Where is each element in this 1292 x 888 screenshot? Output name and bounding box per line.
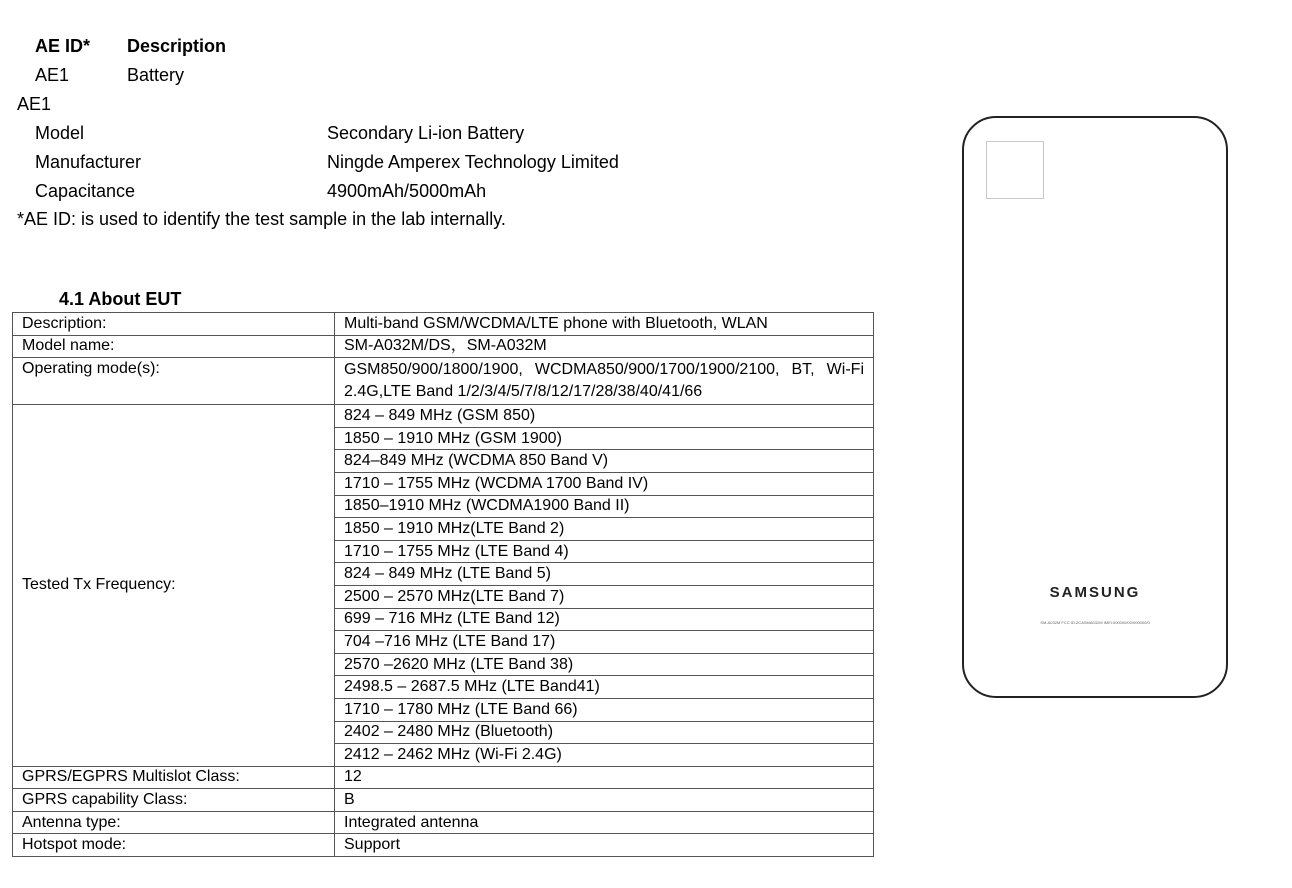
description-label: Description:: [13, 313, 335, 336]
tested-tx-frequency-label: Tested Tx Frequency:: [13, 405, 335, 767]
tx-frequency-cell: 2412 – 2462 MHz (Wi-Fi 2.4G): [335, 744, 874, 767]
ae-description-header: Description: [127, 36, 227, 56]
tx-frequency-cell: 1850 – 1910 MHz (GSM 1900): [335, 427, 874, 450]
tx-frequency-cell: 1710 – 1755 MHz (WCDMA 1700 Band IV): [335, 472, 874, 495]
ae-capacitance-value: 4900mAh/5000mAh: [327, 181, 487, 201]
table-row: [13, 358, 874, 405]
tx-frequency-cell: 1710 – 1755 MHz (LTE Band 4): [335, 540, 874, 563]
tx-frequency-cell: 824 – 849 MHz (GSM 850): [335, 405, 874, 428]
tx-frequency-cell: 704 –716 MHz (LTE Band 17): [335, 631, 874, 654]
tx-frequency-cell: 1850 – 1910 MHz(LTE Band 2): [335, 518, 874, 541]
multislot-class-value: 12: [335, 766, 874, 789]
ae-manufacturer-value: Ningde Amperex Technology Limited: [327, 152, 619, 172]
gprs-capability-value: B: [335, 789, 874, 812]
ae-id-cell: AE1: [35, 65, 70, 85]
operating-modes-label: Operating mode(s):: [13, 358, 335, 405]
ae-model-value: Secondary Li-ion Battery: [327, 123, 525, 143]
description-value: Multi-band GSM/WCDMA/LTE phone with Bluetooth, WLAN: [335, 313, 874, 336]
regulatory-label-text: SM-A032M FCC ID:ZCASMA032M IMEI:000000/00/000000/0: [1040, 620, 1150, 625]
ae-description-cell: Battery: [127, 65, 185, 85]
table-row: [13, 811, 874, 834]
antenna-type-label: Antenna type:: [13, 811, 335, 834]
table-row: [13, 335, 874, 358]
phone-back-illustration: [962, 116, 1228, 698]
tx-frequency-cell: 1710 – 1780 MHz (LTE Band 66): [335, 698, 874, 721]
brand-logo: SAMSUNG: [1049, 584, 1141, 601]
camera-module-outline: [986, 141, 1044, 199]
multislot-class-label: GPRS/EGPRS Multislot Class:: [13, 766, 335, 789]
ae-detail-title: AE1: [17, 94, 52, 114]
antenna-type-value: Integrated antenna: [335, 811, 874, 834]
operating-modes-value: GSM850/900/1800/1900, WCDMA850/900/1700/1900/2100, BT, Wi-Fi 2.4G,LTE Band 1/2/3/4/5/7/8/12/17/28/38/40/41/66: [335, 358, 874, 405]
gprs-capability-label: GPRS capability Class:: [13, 789, 335, 812]
ae-model-label: Model: [35, 123, 85, 143]
ae-capacitance-label: Capacitance: [35, 181, 136, 201]
table-row: [13, 766, 874, 789]
tx-frequency-cell: 2402 – 2480 MHz (Bluetooth): [335, 721, 874, 744]
ae-footnote: *AE ID: is used to identify the test sample in the lab internally.: [17, 209, 506, 229]
table-row: [13, 789, 874, 812]
ae-manufacturer-label: Manufacturer: [35, 152, 142, 172]
table-row: [13, 834, 874, 857]
model-name-label: Model name:: [13, 335, 335, 358]
eut-table: [12, 312, 874, 857]
table-row: [13, 405, 874, 428]
hotspot-mode-value: Support: [335, 834, 874, 857]
table-row: [13, 313, 874, 336]
tx-frequency-cell: 824 – 849 MHz (LTE Band 5): [335, 563, 874, 586]
tx-frequency-cell: 1850–1910 MHz (WCDMA1900 Band II): [335, 495, 874, 518]
ae-id-header: AE ID*: [35, 36, 91, 56]
section-title: 4.1 About EUT: [59, 289, 182, 309]
tx-frequency-cell: 699 – 716 MHz (LTE Band 12): [335, 608, 874, 631]
tx-frequency-cell: 2570 –2620 MHz (LTE Band 38): [335, 653, 874, 676]
tx-frequency-cell: 824–849 MHz (WCDMA 850 Band V): [335, 450, 874, 473]
tx-frequency-cell: 2498.5 – 2687.5 MHz (LTE Band41): [335, 676, 874, 699]
tx-frequency-cell: 2500 – 2570 MHz(LTE Band 7): [335, 585, 874, 608]
model-name-value: SM-A032M/DS，SM-A032M: [335, 335, 874, 358]
hotspot-mode-label: Hotspot mode:: [13, 834, 335, 857]
